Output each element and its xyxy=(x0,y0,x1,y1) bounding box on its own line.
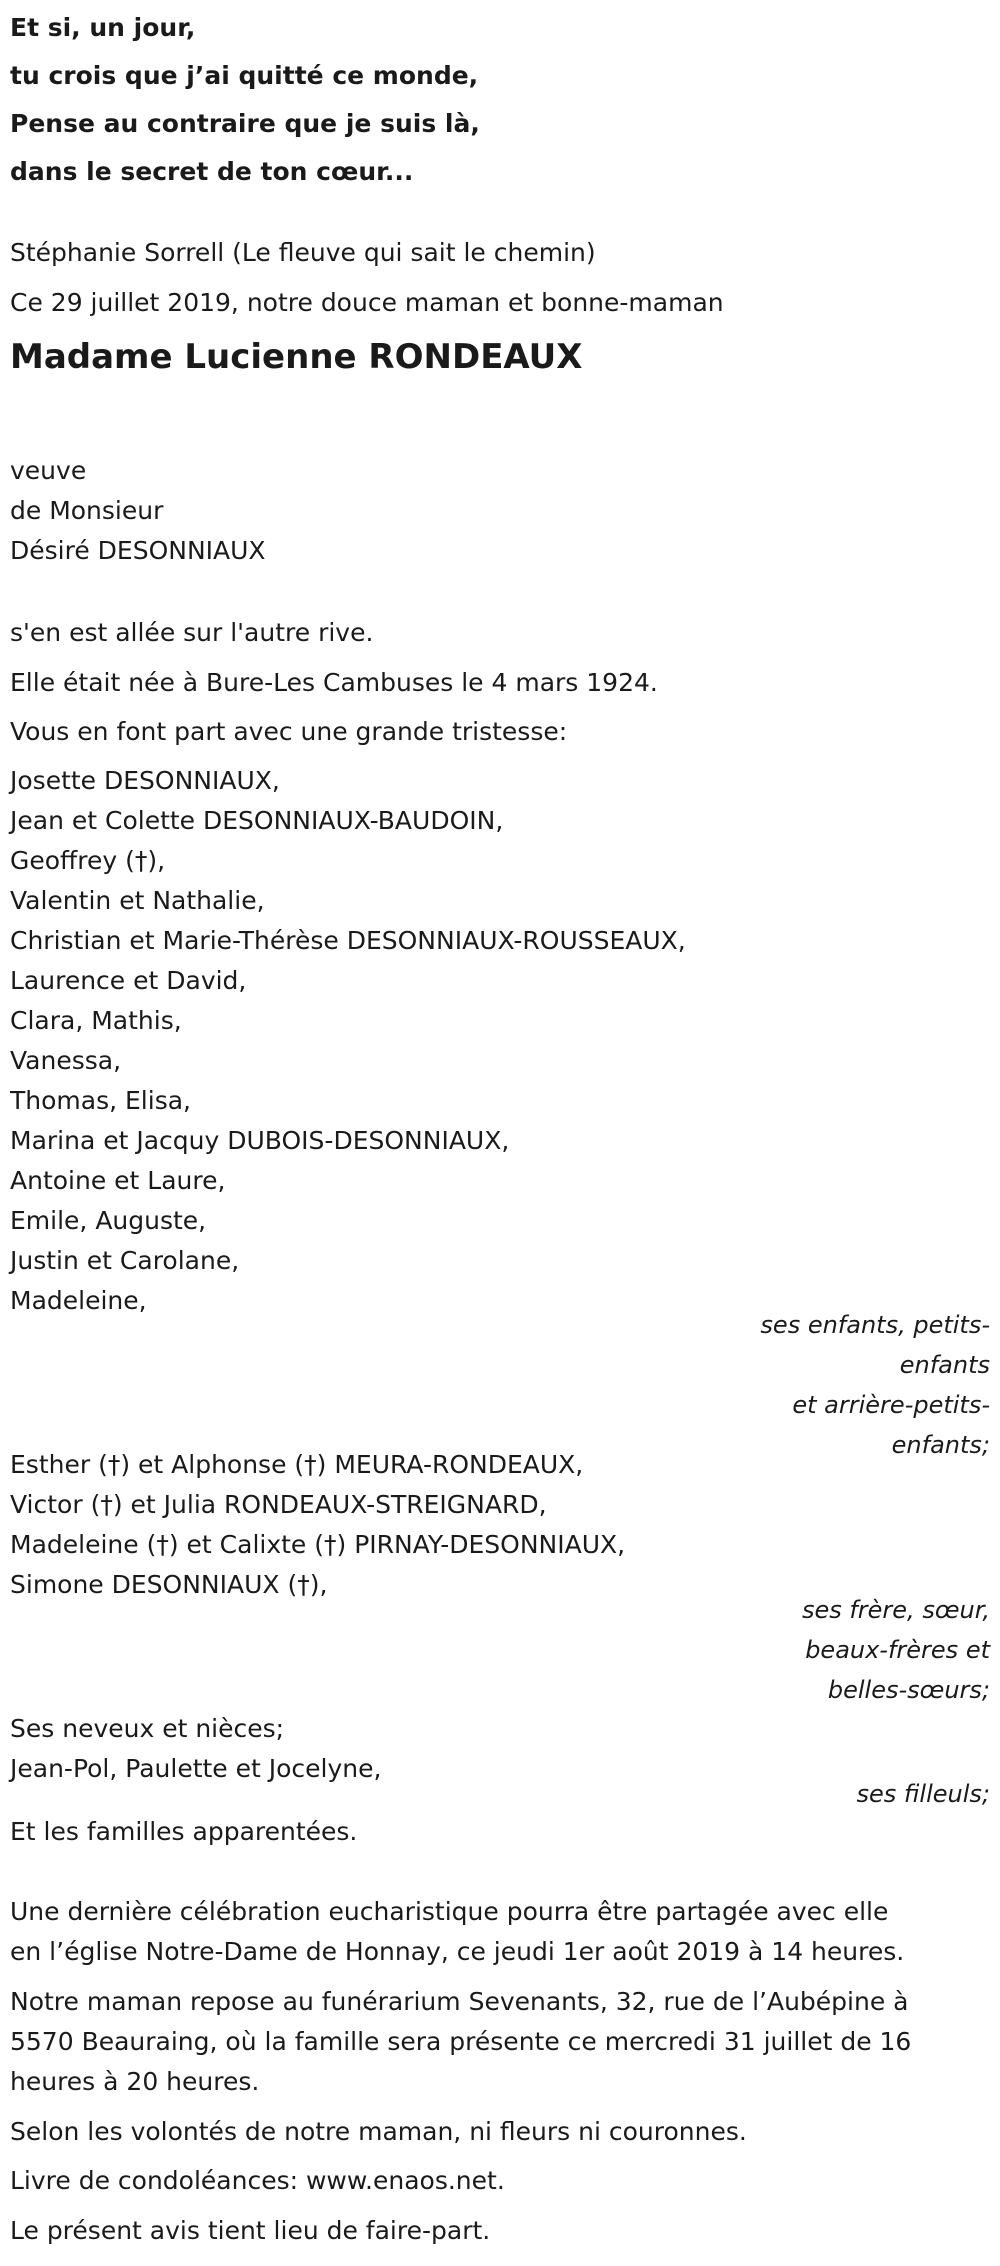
celebration-block xyxy=(10,1892,904,1972)
family-member: Madeleine, xyxy=(10,1286,147,1315)
family-member: Esther (†) et Alphonse (†) MEURA-RONDEAUX, xyxy=(10,1450,584,1479)
poem-line: tu crois que j’ai quitté ce monde, xyxy=(10,61,479,90)
role-line: enfants xyxy=(899,1351,990,1379)
rest-line: 5570 Beauraing, où la famille sera présente ce mercredi 31 juillet de 16 xyxy=(10,2027,912,2056)
children-list xyxy=(10,761,686,1321)
passed-line: s'en est allée sur l'autre rive. xyxy=(10,618,374,647)
role-line: enfants; xyxy=(891,1431,990,1459)
family-member: Valentin et Nathalie, xyxy=(10,886,265,915)
role-line: et arrière-petits- xyxy=(792,1391,990,1419)
family-member: Laurence et David, xyxy=(10,966,247,995)
poem-line: Et si, un jour, xyxy=(10,13,196,42)
rest-block xyxy=(10,1982,911,2102)
family-member: Emile, Auguste, xyxy=(10,1206,207,1235)
family-member: Geoffrey (†), xyxy=(10,846,166,875)
widow-line: veuve xyxy=(10,456,87,485)
announce-line: Vous en font part avec une grande tristesse: xyxy=(10,717,568,746)
role-line: ses frère, sœur, xyxy=(801,1596,990,1624)
intro-line: Ce 29 juillet 2019, notre douce maman et bonne-maman xyxy=(10,288,724,317)
family-member: Josette DESONNIAUX, xyxy=(10,766,280,795)
family-member: Simone DESONNIAUX (†), xyxy=(10,1570,328,1599)
family-member: Antoine et Laure, xyxy=(10,1166,226,1195)
birth-line: Elle était née à Bure-Les Cambuses le 4 mars 1924. xyxy=(10,668,658,697)
wishes-line: Selon les volontés de notre maman, ni fleurs ni couronnes. xyxy=(10,2117,747,2146)
family-member: Vanessa, xyxy=(10,1046,122,1075)
widow-line: Désiré DESONNIAUX xyxy=(10,536,266,565)
role-line: beaux-frères et xyxy=(805,1636,990,1664)
siblings-list xyxy=(10,1445,625,1605)
condolences-line: Livre de condoléances: www.enaos.net. xyxy=(10,2166,505,2195)
deceased-name: Madame Lucienne RONDEAUX xyxy=(10,337,583,377)
poem xyxy=(10,4,480,196)
role-line: ses enfants, petits- xyxy=(760,1311,990,1339)
family-member: Clara, Mathis, xyxy=(10,1006,182,1035)
role-godchildren: ses filleuls; xyxy=(856,1780,990,1808)
role-siblings xyxy=(10,1590,990,1710)
family-member: Thomas, Elisa, xyxy=(10,1086,191,1115)
godchildren-line: Jean-Pol, Paulette et Jocelyne, xyxy=(10,1754,382,1783)
family-member: Justin et Carolane, xyxy=(10,1246,240,1275)
poem-attribution: Stéphanie Sorrell (Le fleuve qui sait le chemin) xyxy=(10,238,596,267)
family-member: Madeleine (†) et Calixte (†) PIRNAY-DESONNIAUX, xyxy=(10,1530,626,1559)
celebration-line: Une dernière célébration eucharistique pourra être partagée avec elle xyxy=(10,1897,889,1926)
role-children xyxy=(10,1305,990,1465)
family-member: Christian et Marie-Thérèse DESONNIAUX-ROUSSEAUX, xyxy=(10,926,686,955)
poem-line: Pense au contraire que je suis là, xyxy=(10,109,480,138)
families-line: Et les familles apparentées. xyxy=(10,1817,358,1846)
poem-line: dans le secret de ton cœur... xyxy=(10,157,414,186)
widow-block xyxy=(10,451,266,571)
nephews-line: Ses neveux et nièces; xyxy=(10,1714,285,1743)
notice-line: Le présent avis tient lieu de faire-part. xyxy=(10,2216,491,2245)
celebration-line: en l’église Notre-Dame de Honnay, ce jeudi 1er août 2019 à 14 heures. xyxy=(10,1937,905,1966)
rest-line: heures à 20 heures. xyxy=(10,2067,260,2096)
rest-line: Notre maman repose au funérarium Sevenants, 32, rue de l’Aubépine à xyxy=(10,1987,909,2016)
family-member: Victor (†) et Julia RONDEAUX-STREIGNARD, xyxy=(10,1490,547,1519)
family-member: Jean et Colette DESONNIAUX-BAUDOIN, xyxy=(10,806,504,835)
widow-line: de Monsieur xyxy=(10,496,164,525)
role-line: belles-sœurs; xyxy=(827,1676,990,1704)
family-member: Marina et Jacquy DUBOIS-DESONNIAUX, xyxy=(10,1126,510,1155)
